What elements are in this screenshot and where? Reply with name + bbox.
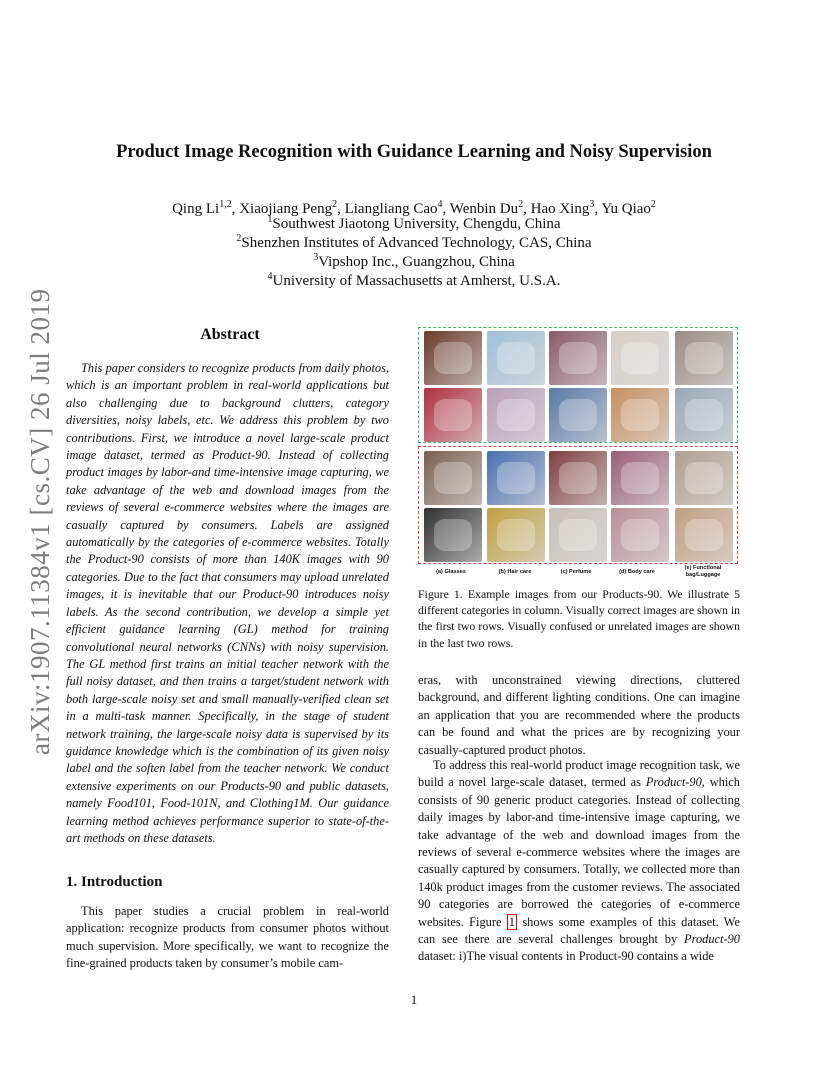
column-label-glasses: (a) Glasses (436, 569, 466, 575)
example-image-luggage (675, 451, 733, 505)
example-image-body-care (611, 388, 669, 442)
author-name: Yu Qiao$^2$ (601, 199, 656, 217)
affiliation-2: $^2$Shenzhen Institutes of Advanced Technology, CAS, China (236, 233, 592, 251)
example-image-body-care (611, 508, 669, 562)
right-paragraph-1: eras, with unconstrained viewing directions, cluttered background, and different lighting conditions. One can imagine an application that you are recommended where the products can be found and what the prices are by recognizing your casually-captured product photos. (418, 673, 740, 757)
example-image-body-care (611, 451, 669, 505)
affiliation-3: $^3$Vipshop Inc., Guangzhou, China (313, 252, 515, 270)
intro-paragraph: This paper studies a crucial problem in real-world application: recognize products from consumer photos without much supervision. More specifically, we want to recognize the fine-grained products taken by consumer’s mobile cam- (66, 904, 389, 971)
abstract-text: This paper considers to recognize products from daily photos, which is an important problem in real-world applications but also challenging due to background clutters, category diversities, noisy labels, etc. We address this problem by two contributions. First, we introduce a novel large-scale product image dataset, termed as Product-90. Instead of collecting product images by labor-and time-intensive image capturing, we take advantage of the web and download images from the reviews of several e-commerce websites where the images are casually captured by consumers. Labels are assigned automatically by the categories of e-commerce websites. Totally the Product-90 consists of more than 140K images with 90 categories. Due to the fact that consumers may upload unrelated images, it is inevitable that our Product-90 introduces noisy labels. As the second contribution, we develop a simple yet efficient guidance learning (GL) method for training convolutional neural networks (CNNs) with noisy supervision. The GL method first trains an initial teacher network with the full noisy dataset, and then trains a target/student network with both large-scale noisy set and small manually-verified clean set in a multi-task manner. Specifically, in the stage of student network training, the large-scale noisy data is supervised by its guidance knowledge which is the combination of its given noisy label and the soften label from the teacher network. We conduct extensive experiments on our Products-90 and public datasets, namely Food101, Food-101N, and Clothing1M. Our guidance learning method achieves performance superior to state-of-the-art methods on these datasets. (66, 361, 389, 845)
column-label-perfume: (c) Perfume (560, 569, 592, 575)
example-image-perfume (549, 331, 607, 385)
author-list: Qing Li$^{1,2}$, Xiaojiang Peng$^2$, Liangliang Cao$^4$, Wenbin Du$^2$, Hao Xing$^3$, Yu Qiao$^2$ (172, 199, 656, 217)
example-image-perfume (549, 388, 607, 442)
column-label-hair-care: (b) Hair care (498, 569, 532, 575)
paper-title: Product Image Recognition with Guidance Learning and Noisy Supervision (116, 142, 712, 162)
example-image-glasses (424, 508, 482, 562)
example-image-luggage (675, 331, 733, 385)
example-image-hair-care (487, 388, 545, 442)
arxiv-identifier: arXiv:1907.11384v1 [cs.CV] 26 Jul 2019 (25, 288, 55, 755)
section-heading-introduction: 1. Introduction (66, 874, 163, 890)
example-image-hair-care (487, 451, 545, 505)
affiliation-4: $^4$University of Massachusetts at Amherst, U.S.A. (267, 271, 561, 289)
affiliation-1: $^1$Southwest Jiaotong University, Chengdu, China (267, 214, 561, 232)
example-image-luggage (675, 508, 733, 562)
example-image-body-care (611, 331, 669, 385)
column-label-luggage: (e) Functional bag/Luggage (684, 565, 722, 578)
figure-caption: Figure 1. Example images from our Products-90. We illustrate 5 different categories in column. Visually correct images are shown in the first two rows. Visually confused or unrelated images are shown in the last two rows. (418, 587, 740, 650)
author-name: Wenbin Du$^2$ (449, 199, 524, 217)
author-name: Hao Xing$^3$ (530, 199, 595, 217)
author-name: Qing Li$^{1,2}$ (172, 199, 232, 217)
example-image-hair-care (487, 331, 545, 385)
example-image-glasses (424, 451, 482, 505)
right-paragraph-2: To address this real-world product image recognition task, we build a novel large-scale dataset, termed as Product-90, which consists of 90 generic product categories. Instead of collecting daily images by labor-and time-intensive image capturing, we take advantage of the web and download images from the reviews of several e-commerce websites where the images are casually captured by consumers. Totally, we collected more than 140k product images from the customer reviews. The associated 90 categories are borrowed the categories of e-commerce websites. Figure 1 shows some examples of this dataset. We can see there are several challenges brought by Product-90 dataset: i)The visual contents in Product-90 contains a wide (418, 758, 740, 964)
author-name: Liangliang Cao$^4$ (344, 199, 443, 217)
column-label-body-care: (d) Body care (619, 569, 655, 575)
example-image-glasses (424, 331, 482, 385)
abstract-heading: Abstract (200, 326, 260, 343)
example-image-luggage (675, 388, 733, 442)
figure-reference-link[interactable]: 1 (508, 914, 515, 929)
example-image-glasses (424, 388, 482, 442)
author-name: Xiaojiang Peng$^2$ (239, 199, 338, 217)
example-image-hair-care (487, 508, 545, 562)
example-image-perfume (549, 451, 607, 505)
example-image-perfume (549, 508, 607, 562)
page-number: 1 (410, 992, 418, 1007)
